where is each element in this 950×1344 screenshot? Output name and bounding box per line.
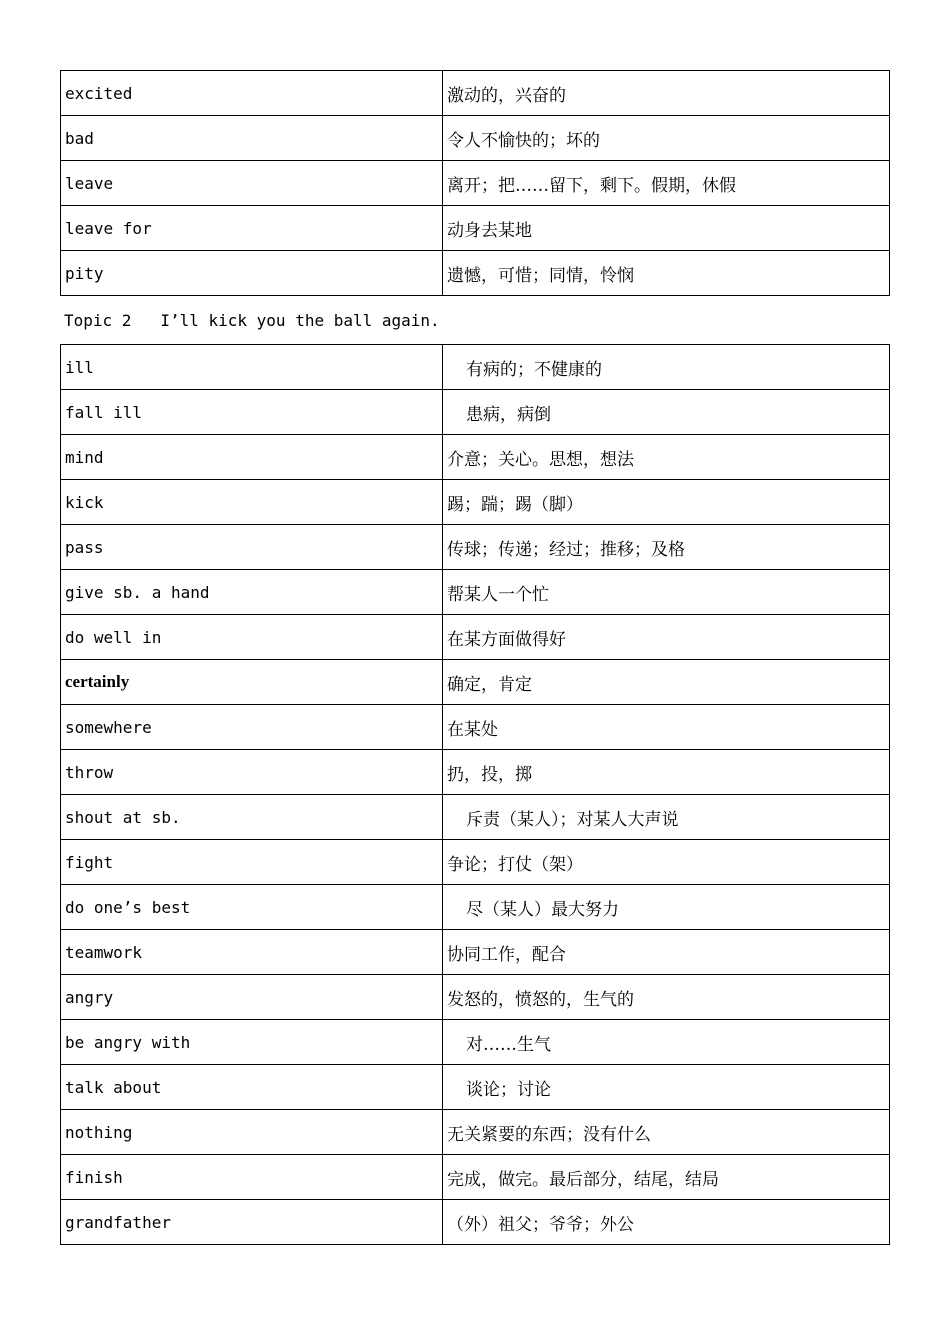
word-cell: fall ill	[61, 390, 443, 435]
table-row	[61, 251, 890, 296]
word-cell: mind	[61, 435, 443, 480]
word-cell: kick	[61, 480, 443, 525]
word-cell: ill	[61, 345, 443, 390]
word-cell: throw	[61, 750, 443, 795]
word-cell: angry	[61, 975, 443, 1020]
table-row	[61, 435, 890, 480]
meaning-cell: 争论；打仗（架）	[443, 840, 890, 885]
table-row	[61, 795, 890, 840]
word-cell: shout at sb.	[61, 795, 443, 840]
meaning-cell: 协同工作，配合	[443, 930, 890, 975]
meaning-cell: 无关紧要的东西；没有什么	[443, 1110, 890, 1155]
meaning-cell: 斥责（某人）；对某人大声说	[443, 795, 890, 840]
topic-heading: Topic 2 I’ll kick you the ball again.	[64, 311, 440, 330]
meaning-cell: 谈论；讨论	[443, 1065, 890, 1110]
meaning-cell: 在某处	[443, 705, 890, 750]
table-row	[61, 480, 890, 525]
word-cell: somewhere	[61, 705, 443, 750]
table-row	[61, 930, 890, 975]
vocab-table-2	[60, 344, 890, 1245]
meaning-cell: （外）祖父；爷爷；外公	[443, 1200, 890, 1245]
word-cell: certainly	[61, 660, 443, 705]
meaning-cell: 离开；把……留下，剩下。假期，休假	[443, 161, 890, 206]
word-cell: leave	[61, 161, 443, 206]
meaning-cell: 在某方面做得好	[443, 615, 890, 660]
table-row	[61, 71, 890, 116]
table-row	[61, 1110, 890, 1155]
table-row	[61, 1200, 890, 1245]
meaning-cell: 激动的，兴奋的	[443, 71, 890, 116]
meaning-cell: 完成，做完。最后部分，结尾，结局	[443, 1155, 890, 1200]
word-cell: excited	[61, 71, 443, 116]
word-cell: pass	[61, 525, 443, 570]
word-cell: teamwork	[61, 930, 443, 975]
table-row	[61, 525, 890, 570]
word-cell: grandfather	[61, 1200, 443, 1245]
meaning-cell: 传球；传递；经过；推移；及格	[443, 525, 890, 570]
meaning-cell: 患病，病倒	[443, 390, 890, 435]
meaning-cell: 确定，肯定	[443, 660, 890, 705]
table-row	[61, 705, 890, 750]
table-row	[61, 345, 890, 390]
table-row	[61, 750, 890, 795]
word-cell: pity	[61, 251, 443, 296]
table-row	[61, 1065, 890, 1110]
table-row	[61, 390, 890, 435]
word-cell: bad	[61, 116, 443, 161]
meaning-cell: 尽（某人）最大努力	[443, 885, 890, 930]
table-row	[61, 660, 890, 705]
vocab-table-1	[60, 70, 890, 296]
meaning-cell: 帮某人一个忙	[443, 570, 890, 615]
word-cell: do one’s best	[61, 885, 443, 930]
table-row	[61, 840, 890, 885]
word-cell: be angry with	[61, 1020, 443, 1065]
meaning-cell: 动身去某地	[443, 206, 890, 251]
meaning-cell: 遗憾，可惜；同情，怜悯	[443, 251, 890, 296]
table-row	[61, 1155, 890, 1200]
word-cell: fight	[61, 840, 443, 885]
meaning-cell: 令人不愉快的；坏的	[443, 116, 890, 161]
word-cell: talk about	[61, 1065, 443, 1110]
table-row	[61, 1020, 890, 1065]
word-cell: finish	[61, 1155, 443, 1200]
table-row	[61, 570, 890, 615]
word-cell: leave for	[61, 206, 443, 251]
table-row	[61, 161, 890, 206]
table-row	[61, 615, 890, 660]
meaning-cell: 踢；踹；踢（脚）	[443, 480, 890, 525]
word-cell: nothing	[61, 1110, 443, 1155]
table-row	[61, 975, 890, 1020]
meaning-cell: 有病的；不健康的	[443, 345, 890, 390]
meaning-cell: 扔，投，掷	[443, 750, 890, 795]
word-cell: do well in	[61, 615, 443, 660]
word-cell: give sb. a hand	[61, 570, 443, 615]
meaning-cell: 发怒的，愤怒的，生气的	[443, 975, 890, 1020]
meaning-cell: 介意；关心。思想，想法	[443, 435, 890, 480]
table-row	[61, 206, 890, 251]
table-row	[61, 885, 890, 930]
meaning-cell: 对……生气	[443, 1020, 890, 1065]
table-row	[61, 116, 890, 161]
